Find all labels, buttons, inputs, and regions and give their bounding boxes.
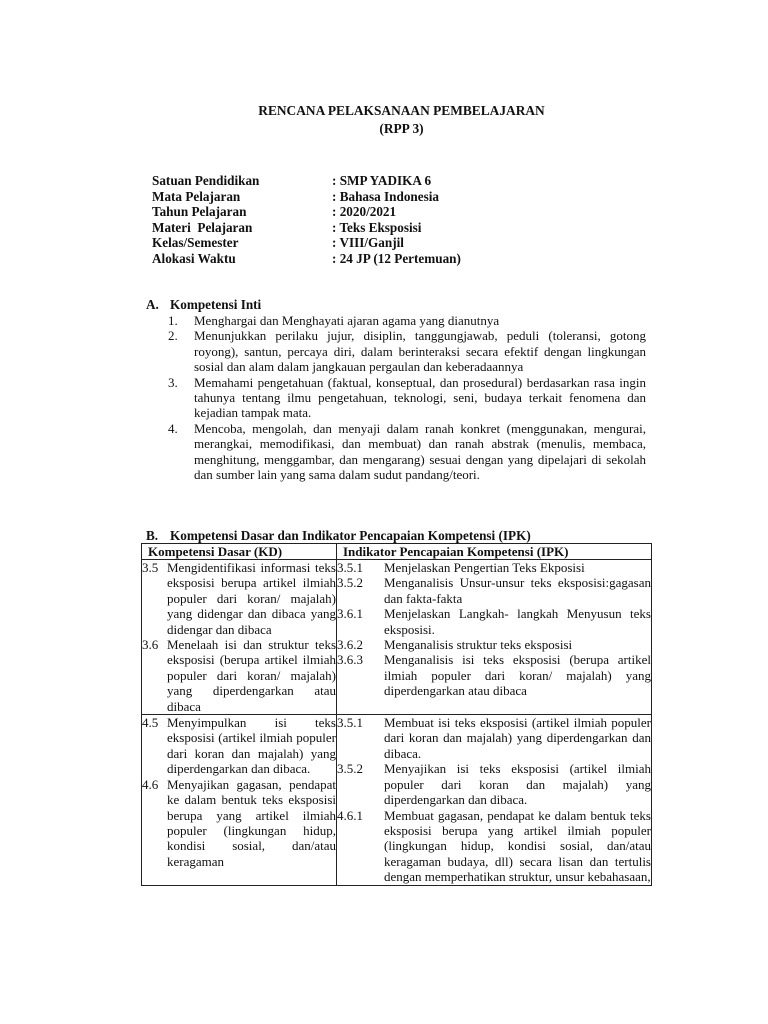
info-row <box>152 204 592 220</box>
section-b-heading <box>146 528 531 543</box>
info-row <box>152 235 592 251</box>
list-number: 1. <box>168 313 178 328</box>
list-item <box>168 313 646 328</box>
document-title: RENCANA PELAKSANAAN PEMBELAJARAN <box>258 103 545 118</box>
info-label: Tahun Pelajaran <box>152 204 247 219</box>
info-label: Kelas/Semester <box>152 235 239 250</box>
kd-number: 4.5 <box>142 715 159 731</box>
ipk-cell <box>337 560 652 715</box>
info-value: : Teks Eksposisi <box>332 219 422 235</box>
kd-item <box>142 560 336 637</box>
ipk-number: 3.5.2 <box>337 575 363 591</box>
ipk-number: 3.5.1 <box>337 560 363 575</box>
kd-ipk-table <box>141 543 652 886</box>
list-item <box>168 375 646 421</box>
ipk-item <box>337 560 651 575</box>
ipk-number: 3.6.2 <box>337 637 363 653</box>
info-value: : VIII/Ganjil <box>332 235 404 250</box>
ipk-number: 3.5.1 <box>337 715 363 731</box>
info-label: Mata Pelajaran <box>152 188 241 204</box>
ipk-item <box>337 808 651 885</box>
ipk-item <box>337 606 651 637</box>
kd-item <box>142 637 336 714</box>
list-text: Mencoba, mengolah, dan menyaji dalam ranah konkret (menggunakan, mengurai, merangkai, memodifikasi, dan membuat) dan ranah abstrak (menulis, membaca, menghitung, menggambar, dan mengarang) sesuai dengan yang dipelajari di sekolah dan sumber lain yang sama dalam sudut pandang/teori. <box>194 420 646 483</box>
list-text: Menunjukkan perilaku jujur, disiplin, tanggungjawab, peduli (toleransi, gotong royong), santun, percaya diri, dalam berinteraksi secara efektif dengan lingkungan sosial dan alam dalam jangkauan pergaulan dan keberadaannya <box>194 328 646 375</box>
ipk-text: Menganalisis struktur teks eksposisi <box>384 637 573 653</box>
ipk-item <box>337 575 651 606</box>
section-letter: B. <box>146 528 159 543</box>
info-value: : SMP YADIKA 6 <box>332 173 432 188</box>
info-value: : Bahasa Indonesia <box>332 188 440 204</box>
document-subtitle: (RPP 3) <box>379 121 424 136</box>
info-row <box>152 251 592 267</box>
info-value: : 2020/2021 <box>332 204 397 219</box>
table-row <box>142 715 652 885</box>
kd-item <box>142 715 336 777</box>
info-label: Alokasi Waktu <box>152 250 236 266</box>
identity-block <box>152 173 592 266</box>
kd-text: Menyimpulkan isi teks eksposisi (artikel ilmiah populer dari koran dan majalah) yang diperdengarkan dan dibaca. <box>167 715 336 777</box>
info-label: Satuan Pendidikan <box>152 173 260 188</box>
ipk-number: 3.5.2 <box>337 761 363 777</box>
kd-cell <box>142 715 337 885</box>
kd-number: 4.6 <box>142 776 159 792</box>
list-text: Menghargai dan Menghayati ajaran agama yang dianutnya <box>194 313 500 328</box>
ipk-item <box>337 652 651 698</box>
ipk-text: Menganalisis isi teks eksposisi (berupa artikel ilmiah populer dari koran/ majalah) yang diperdengarkan atau dibaca <box>384 652 651 699</box>
section-a-heading <box>146 297 261 312</box>
ipk-text: Menjelaskan Langkah- langkah Menyusun teks eksposisi. <box>384 606 651 637</box>
ipk-text: Menganalisis Unsur-unsur teks eksposisi:gagasan dan fakta-fakta <box>384 575 651 606</box>
info-row <box>152 220 592 236</box>
kd-header: Kompetensi Dasar (KD) <box>142 544 337 560</box>
ipk-text: Menjelaskan Pengertian Teks Ekposisi <box>384 560 585 575</box>
ipk-item <box>337 637 651 652</box>
list-item <box>168 328 646 374</box>
kd-number: 3.5 <box>142 560 159 575</box>
kd-text: Menyajikan gagasan, pendapat ke dalam bentuk teks eksposisi berupa yang artikel ilmiah populer (lingkungan hidup, kondisi sosial, dan/atau keragaman <box>167 776 336 869</box>
list-item <box>168 421 646 483</box>
kd-text: Mengidentifikasi informasi teks eksposisi berupa artikel ilmiah populer dari koran/ majalah) yang didengar dan dibaca yang didengar dan dibaca <box>167 560 336 637</box>
ipk-cell <box>337 715 652 885</box>
list-number: 2. <box>168 328 178 344</box>
section-title: Kompetensi Dasar dan Indikator Pencapaian Kompetensi (IPK) <box>170 528 531 543</box>
kd-item <box>142 777 336 869</box>
ipk-text: Menyajikan isi teks eksposisi (artikel ilmiah populer dari koran dan majalah) yang diperdengarkan dan dibaca. <box>384 761 651 808</box>
list-text: Memahami pengetahuan (faktual, konseptual, dan prosedural) berdasarkan rasa ingin tahunya tentang ilmu pengetahuan, teknologi, seni, budaya terkait fenomena dan kejadian tampak mata. <box>194 374 646 421</box>
list-number: 4. <box>168 420 178 436</box>
table-header-row <box>142 544 652 560</box>
ipk-number: 4.6.1 <box>337 807 363 823</box>
section-letter: A. <box>146 297 159 312</box>
ipk-number: 3.6.1 <box>337 606 363 622</box>
section-title: Kompetensi Inti <box>170 297 262 312</box>
ipk-number: 3.6.3 <box>337 652 363 668</box>
info-value: : 24 JP (12 Pertemuan) <box>332 250 461 266</box>
kd-cell <box>142 560 337 715</box>
ipk-text: Membuat gagasan, pendapat ke dalam bentuk teks eksposisi berupa yang artikel ilmiah populer (lingkungan hidup, kondisi sosial, dan/atau keragaman budaya, dll) secara lisan dan tertulis dengan memperhatikan struktur, unsur kebahasaan, <box>384 807 651 885</box>
ipk-item <box>337 761 651 807</box>
kd-number: 3.6 <box>142 637 159 653</box>
kd-text: Menelaah isi dan struktur teks eksposisi (berupa artikel ilmiah populer dari koran/ majalah) yang diperdengarkan atau dibaca <box>167 637 336 714</box>
table-row <box>142 560 652 715</box>
kompetensi-inti-list <box>168 313 646 482</box>
list-number: 3. <box>168 374 178 390</box>
ipk-text: Membuat isi teks eksposisi (artikel ilmiah populer dari koran dan majalah) yang diperdengarkan dan dibaca. <box>384 715 651 761</box>
ipk-item <box>337 715 651 761</box>
info-label: Materi Pelajaran <box>152 219 253 235</box>
ipk-header: Indikator Pencapaian Kompetensi (IPK) <box>337 544 652 560</box>
info-row <box>152 173 592 189</box>
info-row <box>152 189 592 205</box>
